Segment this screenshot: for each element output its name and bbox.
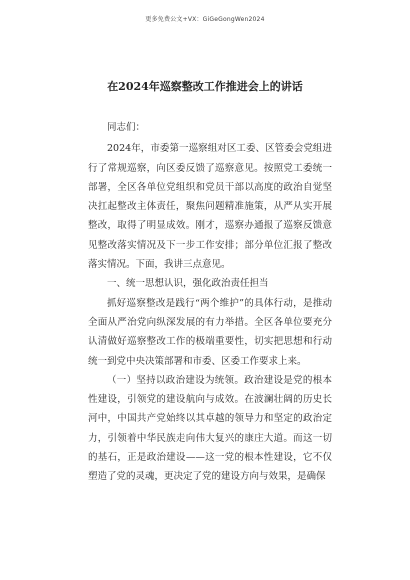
paragraph-section-1: 抓好巡察整改是践行“两个维护”的具体行动，是推动全面从严治党向纵深发展的有力举措。全区各单位要充分认清做好巡察整改工作的极端重要性，切实把思想和行动统一到党中央决策部署和市委、区委工作要求上来。: [88, 297, 332, 367]
paragraph-intro: 2024年，市委第一巡察组对区工委、区管委会党组进行了常规巡察，向区委反馈了巡察意见。按照党工委统一部署，全区各单位党组织和党员干部以高度的政治自觉坚决扛起整改主体责任，聚焦问题精准施策，从严从实开展整改，取得了明显成效。刚才，巡察办通报了巡察反馈意见整改落实情况及下一步工作安排；部分单位汇报了整改落实情况。下面，我讲三点意见。: [88, 143, 332, 271]
document-title: 在2024年巡察整改工作推进会上的讲话: [107, 80, 303, 93]
section-heading-1: 一、统一思想认识，强化政治责任担当: [107, 278, 269, 290]
paragraph-subsection-1: （一）坚持以政治建设为统领。政治建设是党的根本性建设，引领党的建设航向与成效。在波澜壮阔的历史长河中，中国共产党始终以其卓越的领导力和坚定的政治定力，引领着中华民族走向伟大复兴的康庄大道。而这一切的基石，正是政治建设——这一党的根本性建设，它不仅塑造了党的灵魂，更决定了党的建设方向与效果，是确保: [88, 374, 332, 483]
header-note: 更多免费公文+VX：GiGeGongWen2024: [145, 16, 265, 23]
greeting: 同志们：: [107, 122, 146, 133]
document-body: [88, 118, 332, 487]
